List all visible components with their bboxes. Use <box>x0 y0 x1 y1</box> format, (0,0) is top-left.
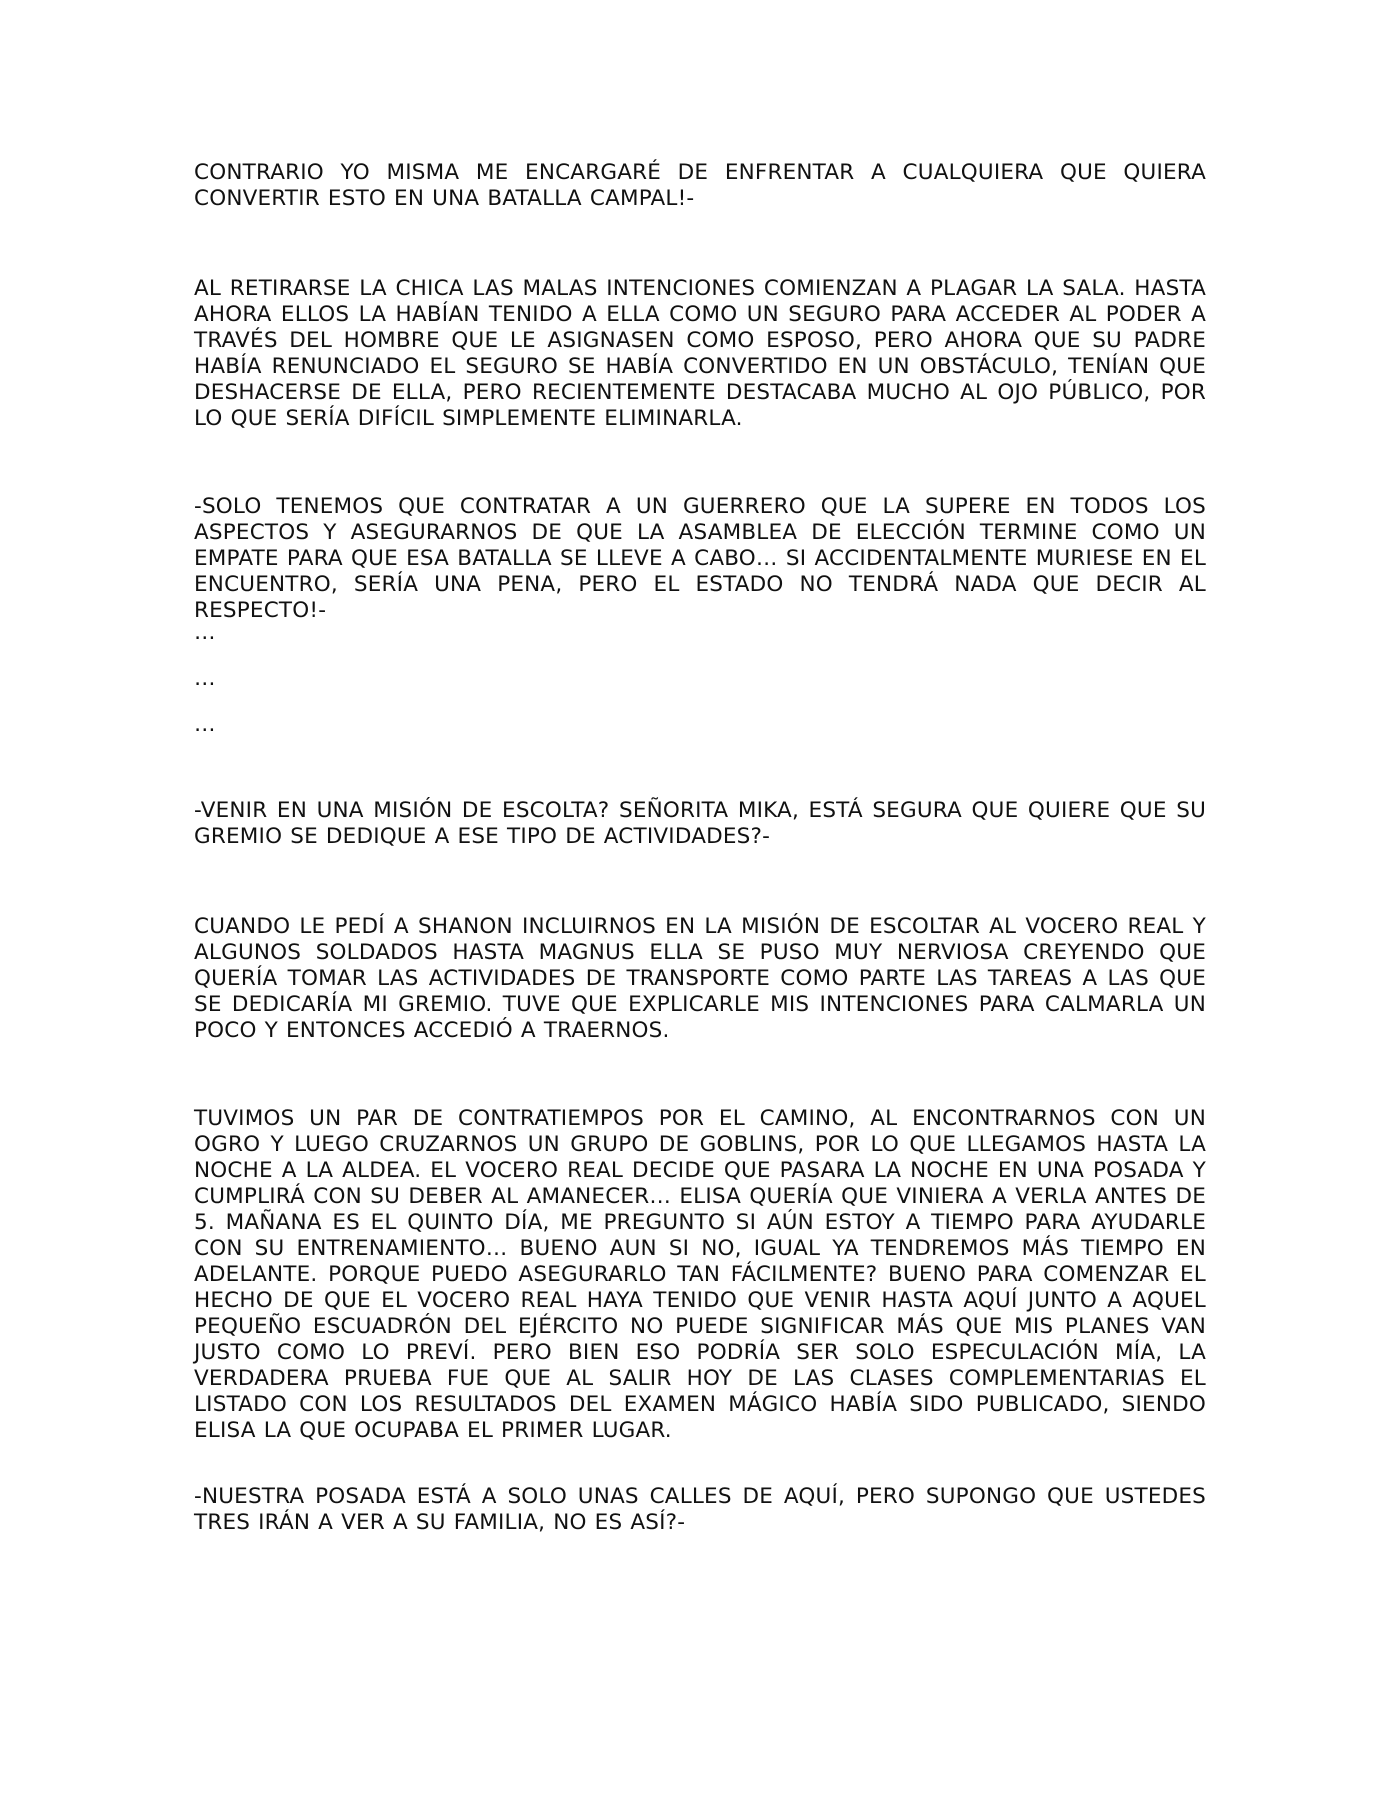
paragraph-1: CONTRARIO YO MISMA ME ENCARGARÉ DE ENFRENTAR A CUALQUIERA QUE QUIERA CONVERTIR ESTO EN UNA BATALLA CAMPAL!- <box>194 160 1206 211</box>
paragraph-2: AL RETIRARSE LA CHICA LAS MALAS INTENCIONES COMIENZAN A PLAGAR LA SALA. HASTA AHORA ELLOS LA HABÍAN TENIDO A ELLA COMO UN SEGURO PARA ACCEDER AL PODER A TRAVÉS DEL HOMBRE QUE LE ASIGNASEN COMO ESPOSO, PERO AHORA QUE SU PADRE HABÍA RENUNCIADO EL SEGURO SE HABÍA CONVERTIDO EN UN OBSTÁCULO, TENÍAN QUE DESHACERSE DE ELLA, PERO RECIENTEMENTE DESTACABA MUCHO AL OJO PÚBLICO, POR LO QUE SERÍA DIFÍCIL SIMPLEMENTE ELIMINARLA. <box>194 276 1206 431</box>
ellipsis-2: … <box>194 666 216 691</box>
ellipsis-1: … <box>194 620 216 645</box>
paragraph-5: CUANDO LE PEDÍ A SHANON INCLUIRNOS EN LA MISIÓN DE ESCOLTAR AL VOCERO REAL Y ALGUNOS SOLDADOS HASTA MAGNUS ELLA SE PUSO MUY NERVIOSA CREYENDO QUE QUERÍA TOMAR LAS ACTIVIDADES DE TRANSPORTE COMO PARTE LAS TAREAS A LAS QUE SE DEDICARÍA MI GREMIO. TUVE QUE EXPLICARLE MIS INTENCIONES PARA CALMARLA UN POCO Y ENTONCES ACCEDIÓ A TRAERNOS. <box>194 914 1206 1043</box>
paragraph-7: -NUESTRA POSADA ESTÁ A SOLO UNAS CALLES DE AQUÍ, PERO SUPONGO QUE USTEDES TRES IRÁN A VER A SU FAMILIA, NO ES ASÍ?- <box>194 1484 1206 1535</box>
paragraph-3: -SOLO TENEMOS QUE CONTRATAR A UN GUERRERO QUE LA SUPERE EN TODOS LOS ASPECTOS Y ASEGURARNOS DE QUE LA ASAMBLEA DE ELECCIÓN TERMINE COMO UN EMPATE PARA QUE ESA BATALLA SE LLEVE A CABO… SI ACCIDENTALMENTE MURIESE EN EL ENCUENTRO, SERÍA UNA PENA, PERO EL ESTADO NO TENDRÁ NADA QUE DECIR AL RESPECTO!- <box>194 494 1206 623</box>
paragraph-6: TUVIMOS UN PAR DE CONTRATIEMPOS POR EL CAMINO, AL ENCONTRARNOS CON UN OGRO Y LUEGO CRUZARNOS UN GRUPO DE GOBLINS, POR LO QUE LLEGAMOS HASTA LA NOCHE A LA ALDEA. EL VOCERO REAL DECIDE QUE PASARA LA NOCHE EN UNA POSADA Y CUMPLIRÁ CON SU DEBER AL AMANECER… ELISA QUERÍA QUE VINIERA A VERLA ANTES DE 5. MAÑANA ES EL QUINTO DÍA, ME PREGUNTO SI AÚN ESTOY A TIEMPO PARA AYUDARLE CON SU ENTRENAMIENTO… BUENO AUN SI NO, IGUAL YA TENDREMOS MÁS TIEMPO EN ADELANTE. PORQUE PUEDO ASEGURARLO TAN FÁCILMENTE? BUENO PARA COMENZAR EL HECHO DE QUE EL VOCERO REAL HAYA TENIDO QUE VENIR HASTA AQUÍ JUNTO A AQUEL PEQUEÑO ESCUADRÓN DEL EJÉRCITO NO PUEDE SIGNIFICAR MÁS QUE MIS PLANES VAN JUSTO COMO LO PREVÍ. PERO BIEN ESO PODRÍA SER SOLO ESPECULACIÓN MÍA, LA VERDADERA PRUEBA FUE QUE AL SALIR HOY DE LAS CLASES COMPLEMENTARIAS EL LISTADO CON LOS RESULTADOS DEL EXAMEN MÁGICO HABÍA SIDO PUBLICADO, SIENDO ELISA LA QUE OCUPABA EL PRIMER LUGAR. <box>194 1106 1206 1443</box>
paragraph-4: -VENIR EN UNA MISIÓN DE ESCOLTA? SEÑORITA MIKA, ESTÁ SEGURA QUE QUIERE QUE SU GREMIO SE DEDIQUE A ESE TIPO DE ACTIVIDADES?- <box>194 798 1206 849</box>
ellipsis-3: … <box>194 712 216 737</box>
